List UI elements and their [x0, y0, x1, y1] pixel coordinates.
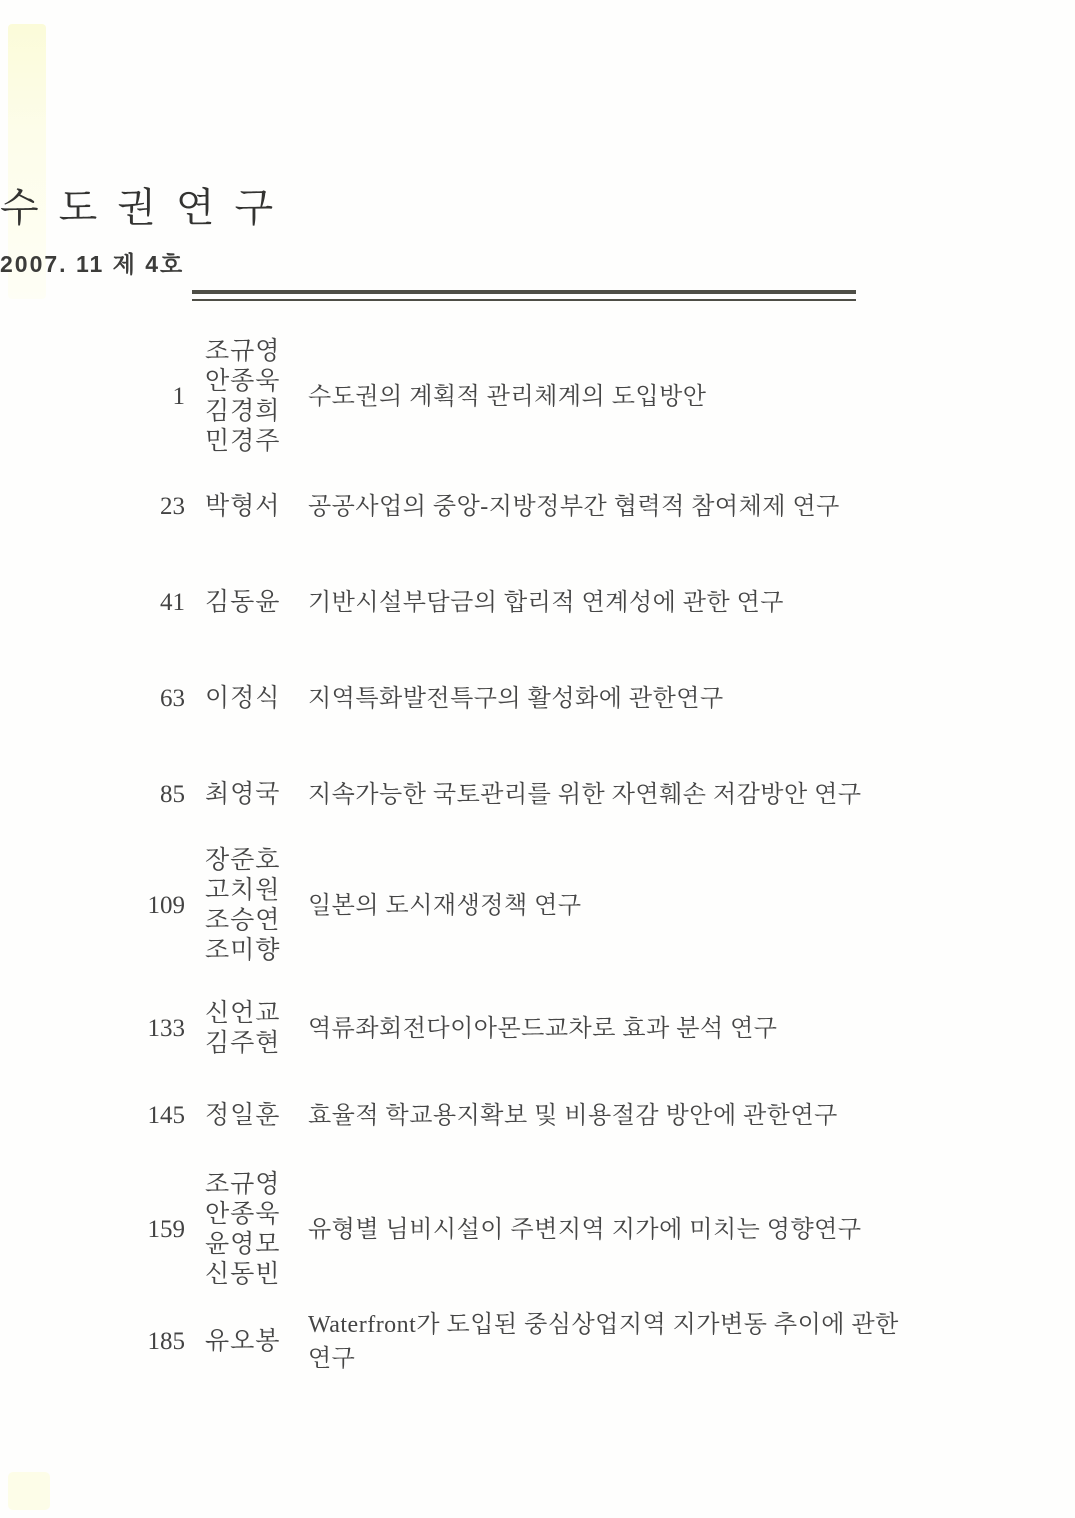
author-name: 조규영	[205, 1171, 281, 1198]
page-number: 159	[147, 1216, 185, 1243]
article-title: 일본의 도시재생정책 연구	[308, 893, 582, 919]
author-name: 안종욱	[205, 1201, 281, 1228]
toc-entry	[140, 999, 930, 1059]
article-title: 기반시설부담금의 합리적 연계성에 관한 연구	[308, 590, 784, 616]
author-list	[205, 1170, 285, 1290]
author-list	[205, 1327, 285, 1357]
page-number: 145	[147, 1102, 185, 1129]
article-title: 지속가능한 국토관리를 위한 자연훼손 저감방안 연구	[308, 782, 862, 808]
author-list	[205, 588, 285, 618]
author-name: 민경주	[205, 428, 281, 455]
author-name: 김주현	[205, 1030, 281, 1057]
journal-title: 수 도 권 연 구	[0, 185, 279, 230]
article-title: 역류좌회전다이아몬드교차로 효과 분석 연구	[308, 1016, 778, 1042]
author-list	[205, 684, 285, 714]
author-name: 김동윤	[205, 589, 281, 616]
author-list	[205, 846, 285, 966]
author-name: 이정식	[205, 685, 281, 712]
author-name: 신언교	[205, 1000, 281, 1027]
toc-entry	[140, 846, 930, 966]
double-rule-divider	[192, 290, 856, 301]
author-name: 유오봉	[205, 1328, 281, 1355]
author-name: 장준호	[205, 847, 281, 874]
toc-entry	[140, 682, 930, 716]
author-name: 신동빈	[205, 1261, 281, 1288]
author-list	[205, 337, 285, 457]
page-number: 133	[147, 1015, 185, 1042]
toc-entry	[140, 1170, 930, 1290]
article-title: Waterfront가 도입된 중심상업지역 지가변동 추이에 관한 연구	[308, 1312, 899, 1372]
page-number: 85	[160, 781, 185, 808]
toc-entry	[140, 337, 930, 457]
author-name: 정일훈	[205, 1102, 281, 1129]
author-list	[205, 780, 285, 810]
author-name: 윤영모	[205, 1231, 281, 1258]
toc-entry	[140, 490, 930, 524]
toc-entry	[140, 778, 930, 812]
author-list	[205, 1101, 285, 1131]
author-name: 김경희	[205, 398, 281, 425]
rule-bottom-line	[192, 299, 856, 301]
journal-issue-date: 2007. 11 제 4호	[0, 251, 185, 277]
page-number: 41	[160, 589, 185, 616]
scan-artifact-bottom-left	[8, 1472, 50, 1510]
author-name: 안종욱	[205, 368, 281, 395]
toc-entry	[140, 1099, 930, 1133]
article-title: 수도권의 계획적 관리체계의 도입방안	[308, 384, 707, 410]
author-list	[205, 999, 285, 1059]
toc-entry	[140, 1308, 930, 1376]
toc-entry	[140, 586, 930, 620]
article-title: 효율적 학교용지확보 및 비용절감 방안에 관한연구	[308, 1103, 838, 1129]
article-title: 유형별 님비시설이 주변지역 지가에 미치는 영향연구	[308, 1217, 862, 1243]
author-name: 조규영	[205, 338, 281, 365]
page-number: 109	[147, 892, 185, 919]
page-number: 1	[172, 383, 185, 410]
toc	[140, 337, 930, 1376]
author-name: 고치원	[205, 877, 281, 904]
page-number: 185	[147, 1328, 185, 1355]
author-name: 박형서	[205, 493, 281, 520]
rule-top-line	[192, 290, 856, 294]
page-number: 63	[160, 685, 185, 712]
author-list	[205, 492, 285, 522]
author-name: 조승연	[205, 907, 281, 934]
article-title: 공공사업의 중앙-지방정부간 협력적 참여체제 연구	[308, 494, 840, 520]
author-name: 조미향	[205, 937, 281, 964]
page-number: 23	[160, 493, 185, 520]
article-title: 지역특화발전특구의 활성화에 관한연구	[308, 686, 724, 712]
author-name: 최영국	[205, 781, 281, 808]
